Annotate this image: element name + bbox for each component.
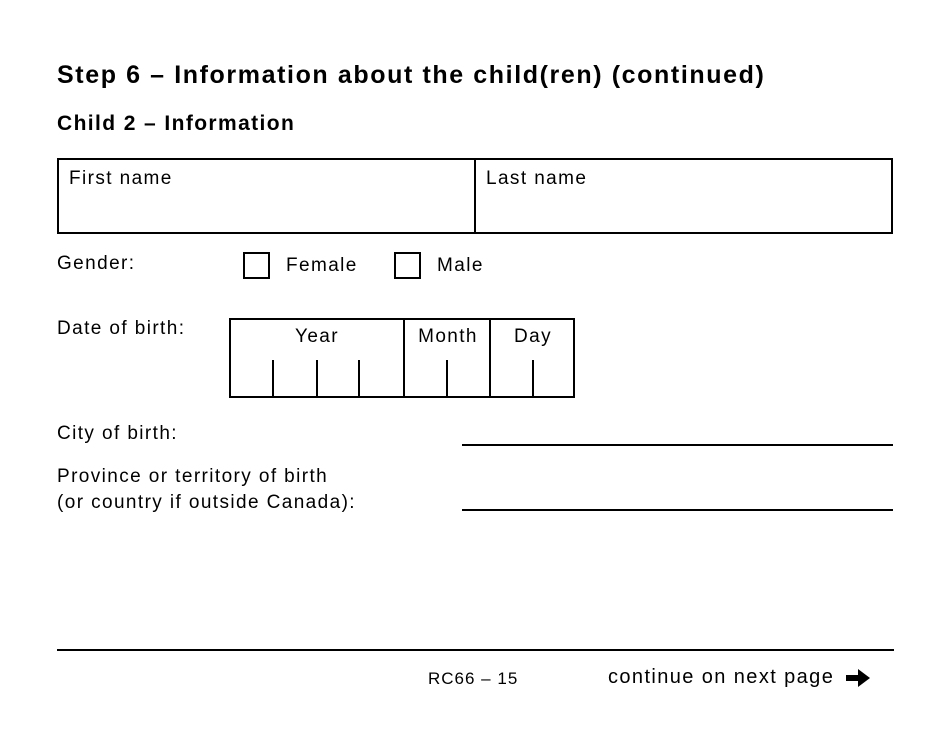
male-checkbox[interactable] xyxy=(394,252,421,279)
city-of-birth-label: City of birth: xyxy=(57,423,178,444)
digit-divider xyxy=(358,360,360,396)
gender-label: Gender: xyxy=(57,253,136,274)
right-arrow-icon xyxy=(845,667,871,689)
digit-divider xyxy=(532,360,534,396)
province-of-birth-line[interactable] xyxy=(462,509,893,511)
name-fields-box xyxy=(57,158,893,234)
date-of-birth-label: Date of birth: xyxy=(57,318,186,339)
digit-divider xyxy=(446,360,448,396)
continue-next-page xyxy=(608,666,871,689)
last-name-input[interactable] xyxy=(484,198,883,226)
first-name-cell xyxy=(59,160,474,232)
first-name-input[interactable] xyxy=(67,198,466,226)
page-title: Step 6 – Information about the child(ren) (continued) xyxy=(57,61,766,89)
year-label: Year xyxy=(295,326,339,347)
month-label: Month xyxy=(418,326,478,347)
page-code: RC66 – 15 xyxy=(428,669,519,688)
digit-divider xyxy=(272,360,274,396)
city-of-birth-line[interactable] xyxy=(462,444,893,446)
continue-text: continue on next page xyxy=(608,666,835,688)
digit-divider xyxy=(316,360,318,396)
female-label: Female xyxy=(286,255,358,276)
month-field[interactable] xyxy=(403,320,491,396)
first-name-label: First name xyxy=(69,168,173,189)
female-checkbox[interactable] xyxy=(243,252,270,279)
day-field[interactable] xyxy=(489,320,575,396)
footer-divider xyxy=(57,649,894,651)
last-name-cell xyxy=(474,160,891,232)
male-label: Male xyxy=(437,255,484,276)
province-of-birth-label-line1: Province or territory of birth xyxy=(57,466,329,487)
day-label: Day xyxy=(514,326,552,347)
section-subtitle: Child 2 – Information xyxy=(57,112,296,135)
year-field[interactable] xyxy=(231,320,403,396)
province-of-birth-label-line2: (or country if outside Canada): xyxy=(57,492,356,513)
date-of-birth-box xyxy=(229,318,575,398)
last-name-label: Last name xyxy=(486,168,588,189)
